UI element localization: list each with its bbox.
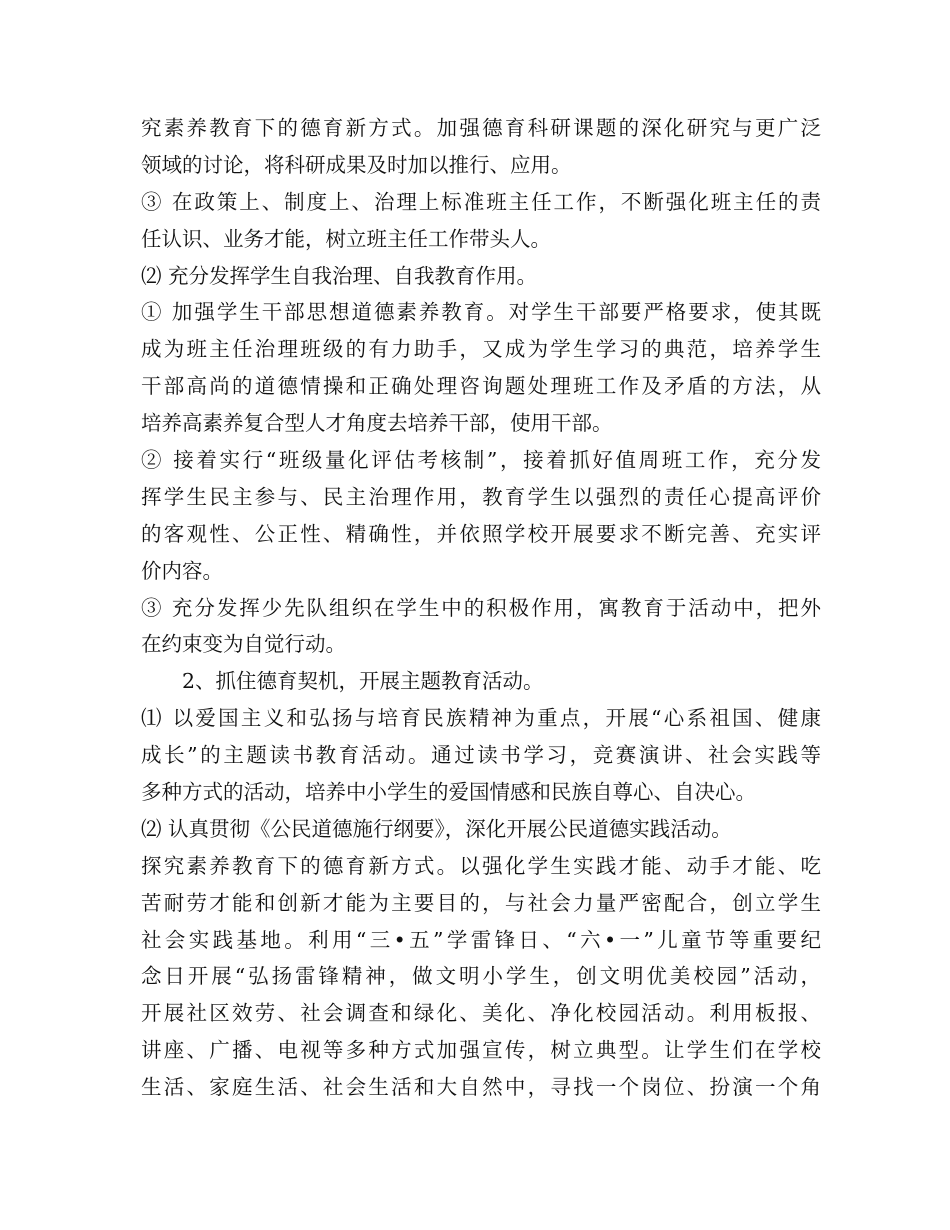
text-line: 究素养教育下的德育新方式。加强德育科研课题的深化研究与更广泛 [141, 116, 821, 140]
text-line: 成长”的主题读书教育活动。通过读书学习，竞赛演讲、社会实践等 [141, 743, 821, 768]
body-text [141, 110, 821, 1106]
text-line: ③ 在政策上、制度上、治理上标准班主任工作，不断强化班主任的责 [141, 189, 821, 214]
text-line: 社会实践基地。利用“三•五”学雷锋日、“六•一”儿童节等重要纪 [141, 927, 821, 952]
text-line: 开展社区效劳、社会调查和绿化、美化、净化校园活动。利用板报、 [141, 1001, 821, 1026]
text-line: 干部高尚的道德情操和正确处理咨询题处理班工作及矛盾的方法，从 [141, 374, 821, 399]
text-line: 苦耐劳才能和创新才能为主要目的，与社会力量严密配合，创立学生 [141, 890, 821, 915]
text-line: ⑴ 以爱国主义和弘扬与培育民族精神为重点，开展“心系祖国、健康 [141, 706, 821, 731]
text-line: 挥学生民主参与、民主治理作用，教育学生以强烈的责任心提高评价 [141, 484, 821, 509]
text-line: 讲座、广播、电视等多种方式加强宣传，树立典型。让学生们在学校 [141, 1038, 821, 1063]
text-line: 在约束变为自觉行动。 [141, 632, 346, 657]
text-line: 的客观性、公正性、精确性，并依照学校开展要求不断完善、充实评 [141, 521, 821, 546]
text-line: 成为班主任治理班级的有力助手，又成为学生学习的典范，培养学生 [141, 337, 821, 362]
text-line: 2、抓住德育契机，开展主题教育活动。 [182, 669, 544, 694]
text-line: 培养高素养复合型人才角度去培养干部，使用干部。 [141, 411, 613, 436]
text-line: 价内容。 [141, 558, 223, 583]
text-line: 探究素养教育下的德育新方式。以强化学生实践才能、动手才能、吃 [141, 853, 821, 878]
text-line: 任认识、业务才能，树立班主任工作带头人。 [141, 226, 551, 251]
text-line: ② 接着实行“班级量化评估考核制”，接着抓好值周班工作，充分发 [141, 448, 821, 473]
text-line: 生活、家庭生活、社会生活和大自然中，寻找一个岗位、扮演一个角 [141, 1075, 821, 1100]
text-line: 多种方式的活动，培养中小学生的爱国情感和民族自尊心、自决心。 [141, 780, 756, 805]
text-line: ⑵ 认真贯彻《公民道德施行纲要》，深化开展公民道德实践活动。 [141, 816, 732, 841]
text-line: 念日开展“弘扬雷锋精神，做文明小学生，创文明优美校园”活动， [141, 964, 821, 989]
text-line: ⑵ 充分发挥学生自我治理、自我教育作用。 [141, 263, 538, 288]
text-line: ① 加强学生干部思想道德素养教育。对学生干部要严格要求，使其既 [141, 300, 821, 325]
text-line: ③ 充分发挥少先队组织在学生中的积极作用，寓教育于活动中，把外 [141, 595, 821, 620]
text-line: 领域的讨论，将科研成果及时加以推行、应用。 [141, 152, 572, 177]
